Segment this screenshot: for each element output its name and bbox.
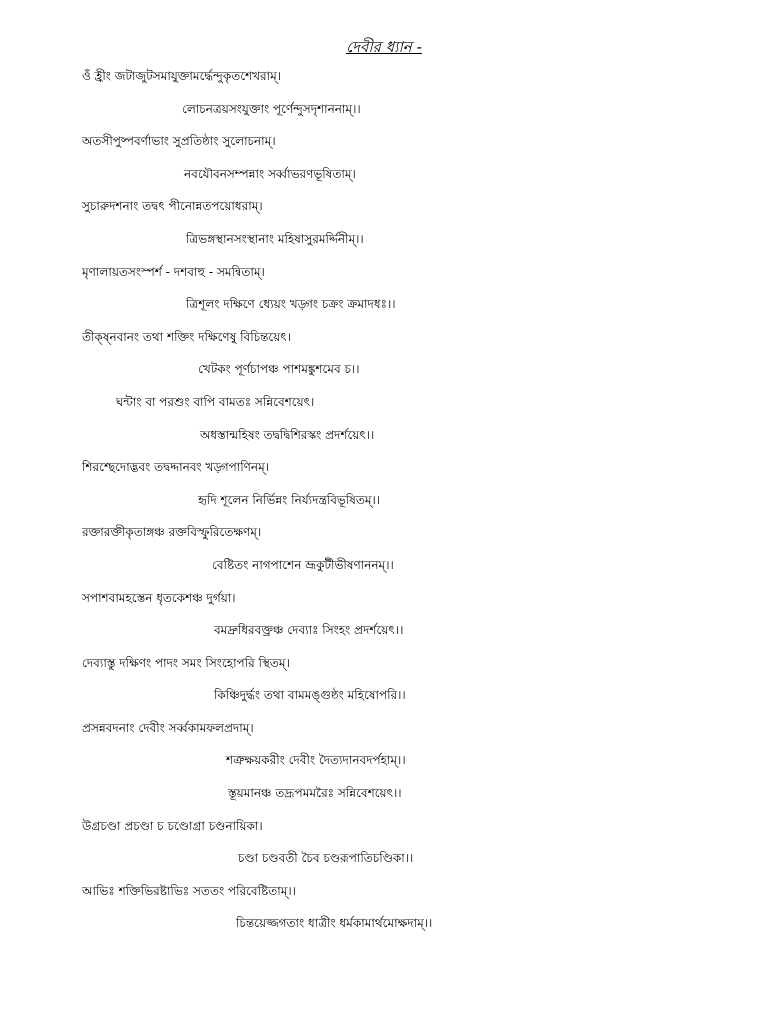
verse-line-22: শত্রুক্ষয়করীং দেবীং দৈত্যদানবদর্পহাম্।।	[226, 753, 406, 768]
verse-line-12: অধস্তান্মহিষং তদ্বদ্বিশিরস্কং প্রদর্শয়েৎ।।	[200, 427, 375, 442]
verse-line-3: অতসীপুষ্পবর্ণাভাং সুপ্রতিষ্ঠাং সুলোচনাম্।	[82, 134, 276, 149]
verse-line-21: প্রসন্নবদনাং দেবীং সর্ব্বকামফলপ্রদাম্।	[82, 720, 254, 735]
verse-line-10: খেটকং পূর্ণচাপঞ্চ পাশমঙ্কুশমেব চ।।	[198, 362, 360, 377]
verse-line-8: ত্রিশূলং দক্ষিণে ধ্যেয়ং খড়্গং চক্রং ক্রমাদধঃ।।	[186, 297, 396, 312]
verse-line-23: স্তূয়মানঞ্চ তদ্রূপমমরৈঃ সন্নিবেশয়েৎ।।	[228, 786, 402, 801]
verse-line-15: রক্তারক্তীকৃতাঙ্গঞ্চ রক্তবিস্ফুরিতেক্ষণম্।	[82, 525, 262, 540]
verse-line-17: সপাশবামহস্তেন ধৃতকেশঞ্চ দুর্গয়া।	[82, 590, 236, 605]
verse-line-11: ঘন্টাং বা পরশুং বাপি বামতঃ সন্নিবেশয়েৎ।	[116, 394, 315, 409]
verse-line-1: ওঁ হ্রীং জটাজুটসমাযুক্তামর্দ্ধেন্দুকৃতশেখরাম্।	[82, 69, 282, 83]
verse-line-2: লোচনত্রয়সংযুক্তাং পূর্ণেন্দুসদৃশাননাম্।।	[182, 101, 361, 116]
verse-line-18: বমদ্রুধিরবক্ত্রঞ্চ দেব্যাঃ সিংহং প্রদর্শয়েৎ।।	[214, 623, 404, 638]
verse-block	[0, 60, 768, 940]
verse-line-26: আভিঃ শক্তিভিরষ্টাভিঃ সততং পরিবেষ্টিতাম্।।	[82, 883, 296, 898]
verse-line-25: চণ্ডা চণ্ডবতী চৈব চণ্ডরূপাতিচণ্ডিকা।।	[238, 851, 414, 866]
verse-line-13: শিরশ্ছেদোদ্ভবং তদ্বদ্দানবং খড়্গপাণিনম্।	[82, 460, 270, 475]
verse-line-16: বেষ্টিতং নাগপাশেন ভ্রূকুটীভীষণাননম্।।	[212, 557, 394, 572]
verse-line-5: সুচারুদশনাং তদ্বৎ পীনোন্নতপয়োধরাম্।	[82, 199, 263, 214]
verse-line-6: ত্রিভঙ্গস্থানসংস্থানাং মহিষাসুরমর্দ্দিনীম্।।	[186, 231, 364, 246]
verse-line-7: মৃণালায়তসংস্পর্শ - দশবাহু - সমন্বিতাম্।	[82, 264, 265, 279]
verse-line-24: উগ্রচণ্ডা প্রচণ্ডা চ চণ্ডোগ্রা চণ্ডনায়িকা।	[82, 818, 263, 833]
page-heading: দেবীর ধ্যান -	[346, 38, 422, 56]
verse-line-27: চিন্তয়েজ্জগতাং ধাত্রীং ধর্মকামার্থমোক্ষদাম্।।	[236, 916, 433, 931]
verse-line-9: তীক্ষ্নবানং তথা শক্তিং দক্ষিণেষু বিচিন্তয়েৎ।	[82, 329, 292, 344]
verse-line-4: নবযৌবনসম্পন্নাং সর্ব্বাভরণভূষিতাম্।	[184, 166, 356, 181]
verse-line-19: দেব্যাস্তু দক্ষিণং পাদং সমং সিংহোপরি স্থিতম্।	[82, 655, 290, 670]
verse-line-14: হৃদি শূলেন নির্ভিন্নং নির্য্যদন্ত্রবিভূষিতম্।।	[198, 492, 381, 507]
verse-line-20: কিঞ্চিদুর্দ্ধং তথা বামমঙ্গুষ্ঠং মহিষোপরি।।	[214, 688, 406, 703]
